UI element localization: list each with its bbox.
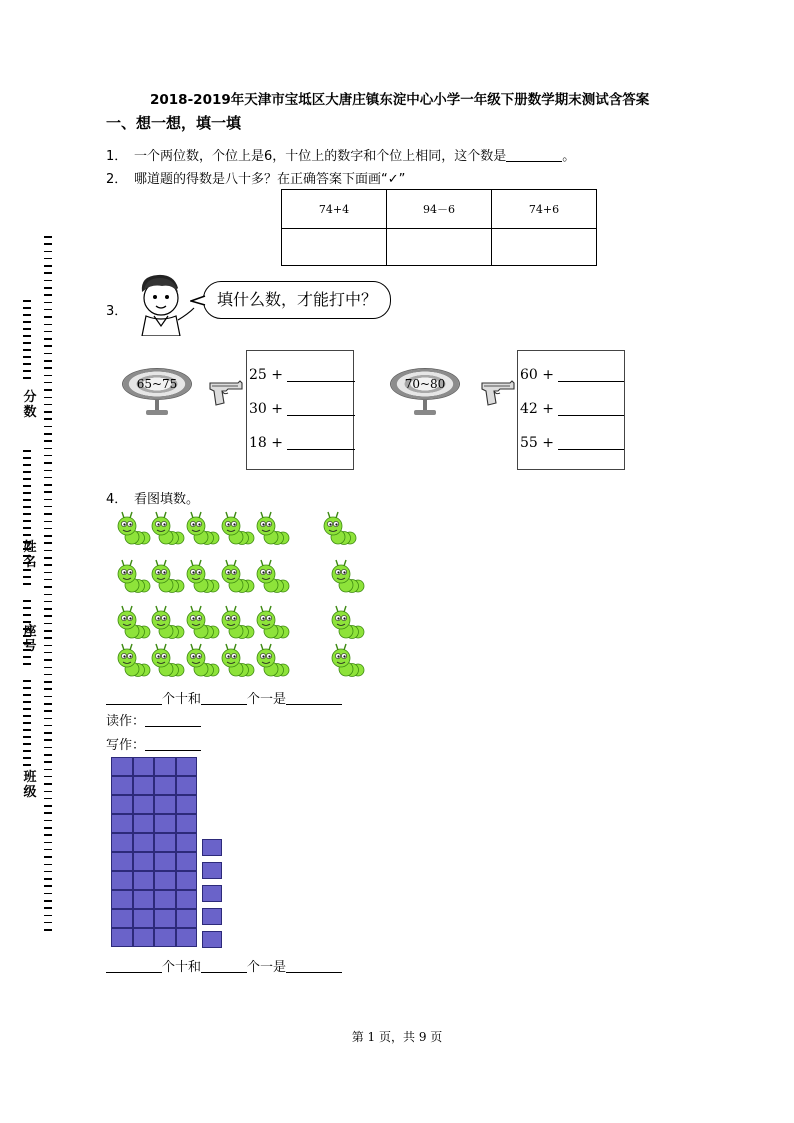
caterpillar-icon (328, 558, 366, 594)
dash-mark (23, 471, 31, 473)
dash-mark (23, 363, 31, 365)
dash-mark (44, 506, 52, 508)
caterpillar-icon (218, 604, 256, 640)
dash-mark (44, 579, 52, 581)
binding-strip (40, 236, 60, 936)
answer-box-right (517, 350, 625, 470)
dash-mark (23, 680, 31, 682)
dash-mark (44, 754, 52, 756)
dash-mark (44, 324, 52, 326)
unit-cube (202, 862, 222, 879)
caterpillar-icon (114, 558, 152, 594)
dash-mark (44, 521, 52, 523)
answer-box-left (246, 350, 354, 470)
answer-line[interactable] (287, 435, 355, 450)
dash-mark (44, 397, 52, 399)
dash-mark (23, 478, 31, 480)
ten-rod-cell (154, 833, 176, 852)
dash-mark (44, 272, 52, 274)
ten-rod-cell (133, 814, 155, 833)
document-title: 2018-2019年天津市宝坻区大唐庄镇东淀中心小学一年级下册数学期末测试含答案 (150, 92, 650, 108)
caterpillar-icon (114, 642, 152, 678)
ten-rod-cell (154, 890, 176, 909)
dash-mark (44, 791, 52, 793)
answer-cell[interactable] (492, 229, 597, 266)
caterpillar-icon (253, 510, 291, 546)
dash-mark (44, 842, 52, 844)
unit-cube (202, 885, 222, 902)
name-label: 姓名 (23, 540, 37, 570)
dash-mark (44, 696, 52, 698)
dash-mark (44, 594, 52, 596)
dash-mark (44, 871, 52, 873)
caterpillar-icon (218, 642, 256, 678)
dash-mark (23, 450, 31, 452)
dash-mark (44, 805, 52, 807)
dash-mark (44, 440, 52, 442)
dash-mark (23, 743, 31, 745)
dash-mark (44, 885, 52, 887)
question-3-number: 3． (106, 304, 128, 319)
ten-rod-cell (133, 890, 155, 909)
dash-mark (44, 761, 52, 763)
dash-mark (44, 426, 52, 428)
question-end: 。 (562, 149, 576, 164)
unit-cube (202, 908, 222, 925)
fill-row (520, 367, 624, 383)
dash-mark (23, 457, 31, 459)
ten-rod-cell (176, 795, 198, 814)
caterpillar-icon (218, 558, 256, 594)
dash-mark (44, 798, 52, 800)
fill-row (520, 401, 624, 417)
target-base (146, 410, 168, 415)
dash-mark (44, 623, 52, 625)
addend-label: 30 + (249, 401, 283, 417)
answer-blank[interactable] (201, 959, 247, 973)
ten-rod-cell (154, 852, 176, 871)
ten-rod-cell (111, 814, 133, 833)
dash-mark (23, 464, 31, 466)
dash-mark (44, 659, 52, 661)
dash-mark (44, 345, 52, 347)
answer-line[interactable] (558, 367, 624, 382)
ten-rod-cell (111, 890, 133, 909)
question-4 (106, 488, 199, 507)
ten-rod-cell (176, 757, 198, 776)
dash-mark (44, 411, 52, 413)
answer-blank[interactable] (201, 691, 247, 705)
dash-mark (44, 470, 52, 472)
fill-text: 个一是 (247, 692, 287, 707)
dash-mark (23, 506, 31, 508)
dash-mark (23, 492, 31, 494)
dash-mark (44, 499, 52, 501)
fill-text: 个一是 (247, 960, 287, 975)
read-line (106, 710, 201, 729)
answer-line[interactable] (558, 435, 624, 450)
dash-mark (23, 583, 31, 585)
caterpillar-icon (328, 642, 366, 678)
option-cell: 74+6 (492, 190, 597, 229)
dash-mark (44, 418, 52, 420)
unit-cube (202, 931, 222, 948)
dash-mark (44, 856, 52, 858)
caterpillar-icon (183, 558, 221, 594)
ten-rod-cell (111, 833, 133, 852)
bubble-tail (190, 295, 206, 307)
caterpillar-icon (148, 510, 186, 546)
dash-mark (44, 652, 52, 654)
ten-rod-cell (154, 814, 176, 833)
caterpillar-icon (183, 642, 221, 678)
dash-mark (23, 722, 31, 724)
dash-mark (44, 287, 52, 289)
dash-mark (44, 703, 52, 705)
dash-mark (44, 922, 52, 924)
dash-mark (23, 377, 31, 379)
dash-mark (44, 360, 52, 362)
dash-mark (44, 900, 52, 902)
choice-table (281, 189, 597, 266)
answer-blank[interactable] (286, 959, 342, 973)
fill-row (249, 401, 355, 417)
caterpillar-icon (253, 604, 291, 640)
dash-mark (44, 535, 52, 537)
dash-mark (23, 701, 31, 703)
target-base (414, 410, 436, 415)
dash-mark (44, 309, 52, 311)
ten-rod-cell (111, 928, 133, 947)
dash-mark (44, 601, 52, 603)
answer-cell[interactable] (387, 229, 492, 266)
dash-mark (44, 302, 52, 304)
ten-rod-cell (154, 757, 176, 776)
target-icon: 65~75 (122, 368, 192, 400)
dash-mark (23, 694, 31, 696)
dash-mark (44, 448, 52, 450)
fill-text: 个十和 (162, 692, 202, 707)
answer-line[interactable] (287, 367, 355, 382)
fill-row (249, 367, 355, 383)
dash-mark (44, 353, 52, 355)
write-line (106, 734, 201, 753)
dash-mark (23, 307, 31, 309)
caterpillar-icon (253, 642, 291, 678)
addend-label: 25 + (249, 367, 283, 383)
write-label: 写作： (106, 738, 146, 753)
dash-mark (44, 637, 52, 639)
fill-text: 个十和 (162, 960, 202, 975)
dash-mark (44, 667, 52, 669)
dash-mark (44, 783, 52, 785)
dash-mark (44, 929, 52, 931)
dash-mark (23, 499, 31, 501)
dash-mark (23, 485, 31, 487)
dash-mark (44, 367, 52, 369)
dash-mark (44, 338, 52, 340)
dash-mark (44, 265, 52, 267)
dash-mark (44, 375, 52, 377)
dash-mark (44, 455, 52, 457)
ten-rod-cell (133, 795, 155, 814)
answer-blank[interactable] (145, 713, 201, 727)
dash-mark (23, 321, 31, 323)
dash-mark (44, 542, 52, 544)
dash-mark (23, 757, 31, 759)
dash-mark (44, 491, 52, 493)
addend-label: 42 + (520, 401, 554, 417)
caterpillar-icon (148, 642, 186, 678)
ten-rod-cell (133, 928, 155, 947)
dash-mark (23, 687, 31, 689)
ten-rod-cell (176, 909, 198, 928)
page-footer: 第 1 页，共 9 页 (351, 1030, 443, 1044)
fill-row (520, 435, 624, 451)
dash-mark (44, 484, 52, 486)
ten-rod-cell (154, 795, 176, 814)
question-1 (106, 145, 575, 164)
dash-mark (44, 331, 52, 333)
score-label: 分数 (23, 390, 37, 420)
answer-blank[interactable] (106, 691, 162, 705)
dash-mark (44, 572, 52, 574)
ten-rod-cell (111, 871, 133, 890)
dash-mark (23, 663, 31, 665)
dash-mark (23, 349, 31, 351)
ten-rod-cell (154, 776, 176, 795)
dash-mark (23, 335, 31, 337)
ten-rod-cell (111, 776, 133, 795)
addend-label: 18 + (249, 435, 283, 451)
caterpillar-icon (114, 604, 152, 640)
dash-mark (44, 389, 52, 391)
fill-row (249, 435, 355, 451)
question-text: 哪道题的得数是八十多？在正确答案下面画“✓” (134, 172, 406, 187)
answer-blank[interactable] (106, 959, 162, 973)
ten-rod-cell (176, 890, 198, 909)
dash-mark (44, 645, 52, 647)
caterpillar-icon (183, 510, 221, 546)
dash-mark (44, 769, 52, 771)
caterpillar-icon (183, 604, 221, 640)
dash-mark (44, 812, 52, 814)
ten-rod-cell (176, 871, 198, 890)
dash-mark (23, 328, 31, 330)
dash-mark (44, 550, 52, 552)
dash-mark (23, 520, 31, 522)
dash-mark (23, 764, 31, 766)
dash-mark (44, 893, 52, 895)
unit-cube (202, 839, 222, 856)
dash-mark (44, 586, 52, 588)
dash-mark (23, 736, 31, 738)
option-cell: 74+4 (282, 190, 387, 229)
section-heading: 一、想一想，填一填 (106, 114, 242, 132)
ten-rod-cell (176, 814, 198, 833)
dash-mark (44, 827, 52, 829)
dash-mark (23, 314, 31, 316)
dash-mark (44, 404, 52, 406)
answer-blank[interactable] (506, 148, 562, 162)
seat-label: 座号 (23, 624, 37, 654)
class-label: 班级 (23, 770, 37, 800)
question-2 (106, 168, 405, 187)
dash-mark (23, 513, 31, 515)
dash-mark (44, 718, 52, 720)
option-cell: 94－6 (387, 190, 492, 229)
ten-rod-cell (133, 909, 155, 928)
dash-mark (44, 849, 52, 851)
dash-mark (44, 915, 52, 917)
dash-mark (44, 477, 52, 479)
dash-mark (44, 878, 52, 880)
dash-mark (44, 280, 52, 282)
ten-rod-cell (133, 833, 155, 852)
question-text: 看图填数。 (134, 492, 200, 507)
ten-rod-cell (111, 852, 133, 871)
dash-mark (44, 820, 52, 822)
answer-line[interactable] (287, 401, 355, 416)
caterpillar-icon (320, 510, 358, 546)
dash-mark (44, 907, 52, 909)
answer-blank[interactable] (145, 737, 201, 751)
ten-rod-cell (111, 795, 133, 814)
dash-mark (23, 621, 31, 623)
dash-mark (44, 382, 52, 384)
dash-mark (23, 600, 31, 602)
ten-rod-cell (154, 871, 176, 890)
read-label: 读作： (106, 714, 146, 729)
dash-mark (23, 534, 31, 536)
dash-mark (44, 513, 52, 515)
addend-label: 60 + (520, 367, 554, 383)
gun-icon (208, 379, 244, 407)
caterpillar-icon (328, 604, 366, 640)
ten-rod-cell (111, 757, 133, 776)
dash-mark (23, 656, 31, 658)
dash-mark (44, 864, 52, 866)
dash-mark (44, 294, 52, 296)
dash-mark (44, 834, 52, 836)
dash-mark (44, 776, 52, 778)
dash-mark (23, 729, 31, 731)
dash-mark (44, 564, 52, 566)
question-number: 2． (106, 172, 128, 187)
question-text: 一个两位数，个位上是6，十位上的数字和个位上相同，这个数是 (134, 149, 507, 164)
dash-mark (44, 251, 52, 253)
dash-mark (44, 557, 52, 559)
dash-mark (23, 356, 31, 358)
caterpillar-icon (148, 604, 186, 640)
fill-line-2 (106, 956, 342, 975)
answer-cell[interactable] (282, 229, 387, 266)
dash-mark (44, 236, 52, 238)
ten-rod-cell (133, 852, 155, 871)
caterpillar-icon (114, 510, 152, 546)
dash-mark (44, 739, 52, 741)
dash-mark (23, 576, 31, 578)
question-number: 4． (106, 492, 128, 507)
caterpillar-icon (218, 510, 256, 546)
answer-line[interactable] (558, 401, 624, 416)
dash-mark (44, 316, 52, 318)
ten-rod-cell (176, 776, 198, 795)
gun-icon (480, 379, 516, 407)
dash-mark (44, 630, 52, 632)
dash-mark (23, 342, 31, 344)
addend-label: 55 + (520, 435, 554, 451)
ten-rod-cell (154, 909, 176, 928)
dash-mark (44, 528, 52, 530)
dash-mark (44, 258, 52, 260)
dash-mark (44, 615, 52, 617)
dash-mark (44, 725, 52, 727)
dash-mark (44, 608, 52, 610)
ten-rod-cell (133, 757, 155, 776)
ten-rod-cell (176, 852, 198, 871)
dash-mark (44, 710, 52, 712)
ten-rod-cell (154, 928, 176, 947)
dash-mark (44, 433, 52, 435)
dash-mark (23, 370, 31, 372)
dash-mark (23, 527, 31, 529)
dash-mark (44, 732, 52, 734)
ten-rod-cell (133, 776, 155, 795)
dash-mark (23, 750, 31, 752)
dash-mark (44, 674, 52, 676)
dash-mark (23, 715, 31, 717)
dash-mark (23, 708, 31, 710)
ten-rod-cell (111, 909, 133, 928)
dash-mark (23, 607, 31, 609)
dash-mark (44, 688, 52, 690)
binding-dashes (44, 236, 52, 937)
dash-mark (44, 462, 52, 464)
question-number: 1． (106, 149, 128, 164)
speech-bubble: 填什么数，才能打中？ (203, 281, 391, 319)
dash-mark (23, 614, 31, 616)
fill-line-1 (106, 688, 342, 707)
dash-mark (44, 243, 52, 245)
dash-mark (44, 747, 52, 749)
ten-rod-cell (176, 833, 198, 852)
target-icon: 70~80 (390, 368, 460, 400)
caterpillar-icon (253, 558, 291, 594)
caterpillar-icon (148, 558, 186, 594)
answer-blank[interactable] (286, 691, 342, 705)
ten-rod-cell (176, 928, 198, 947)
ten-rod-cell (133, 871, 155, 890)
dash-mark (44, 681, 52, 683)
dash-mark (23, 300, 31, 302)
